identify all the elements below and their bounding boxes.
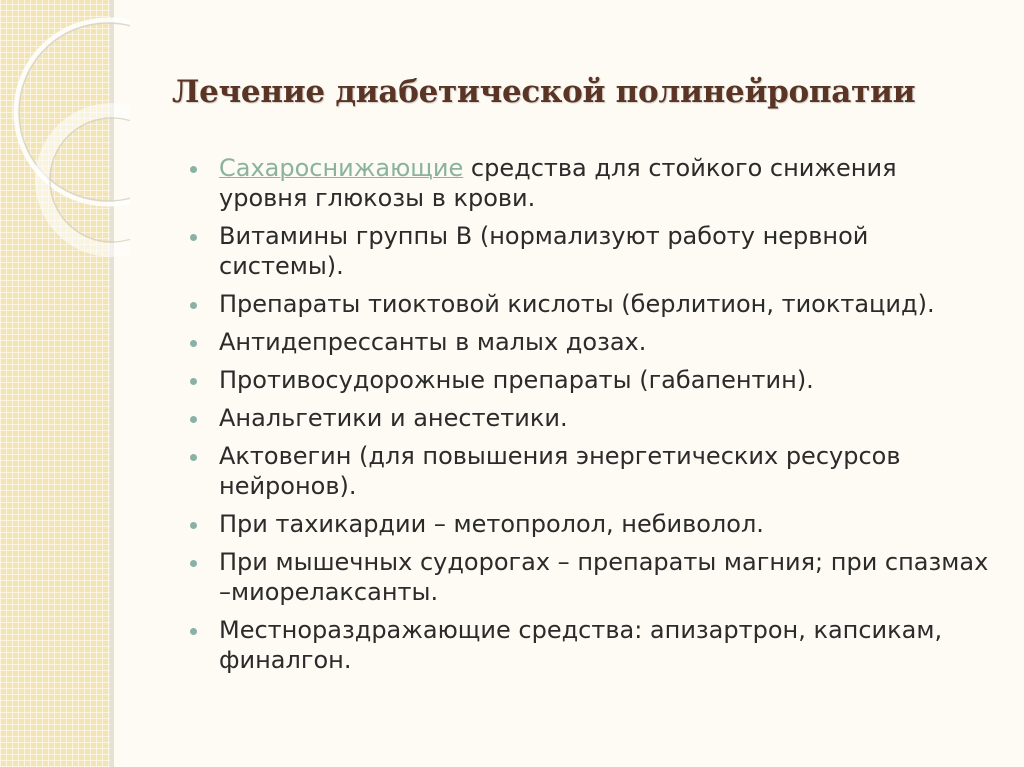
list-item-text: Актовегин (для повышения энергетических ресурсов нейронов). (219, 442, 901, 500)
list-item (190, 441, 990, 501)
bullet-dot-icon (190, 234, 197, 241)
bullet-dot-icon (190, 522, 197, 529)
list-item (190, 327, 990, 357)
list-item-text: Антидепрессанты в малых дозах. (219, 328, 647, 356)
list-item-text: Анальгетики и анестетики. (219, 404, 568, 432)
bullet-dot-icon (190, 560, 197, 567)
list-item (190, 615, 990, 675)
list-item-text: При мышечных судорогах – препараты магния; при спазмах –миорелаксанты. (219, 548, 989, 606)
bullet-dot-icon (190, 166, 197, 173)
treatment-list (190, 153, 990, 683)
list-item (190, 289, 990, 319)
slide-title: Лечение диабетической полинейропатии (172, 74, 916, 110)
bullet-dot-icon (190, 454, 197, 461)
list-item-text: Противосудорожные препараты (габапентин). (219, 366, 814, 394)
bullet-dot-icon (190, 302, 197, 309)
list-item (190, 153, 990, 213)
bullet-dot-icon (190, 416, 197, 423)
list-item-text: Местнораздражающие средства: апизартрон, капсикам, финалгон. (219, 616, 943, 674)
hyperlink[interactable]: Сахароснижающие (219, 154, 464, 182)
list-item-text: Витамины группы В (нормализуют работу нервной системы). (219, 222, 869, 280)
bullet-dot-icon (190, 340, 197, 347)
list-item (190, 221, 990, 281)
bullet-dot-icon (190, 378, 197, 385)
bullet-dot-icon (190, 628, 197, 635)
list-item (190, 365, 990, 395)
list-item-text: При тахикардии – метопролол, небиволол. (219, 510, 764, 538)
list-item-text: средства для стойкого снижения уровня глюкозы в крови. (219, 154, 897, 212)
list-item (190, 403, 990, 433)
list-item (190, 547, 990, 607)
list-item-text: Препараты тиоктовой кислоты (берлитион, тиоктацид). (219, 290, 935, 318)
list-item (190, 509, 990, 539)
decorative-rings (0, 0, 130, 260)
